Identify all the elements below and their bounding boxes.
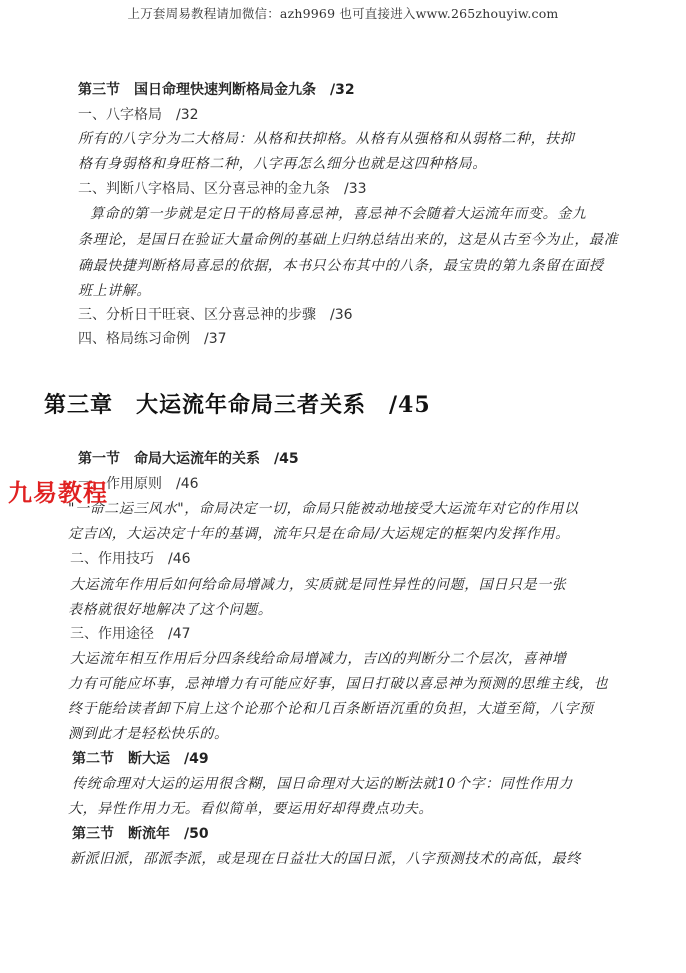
chapter-title: 第三章 大运流年命局三者关系 /45 (44, 392, 431, 418)
line-19: 三、作用途径 /47 (70, 626, 191, 642)
line-8: 班上讲解。 (78, 283, 151, 299)
line-25: 传统命理对大运的运用很含糊，国日命理对大运的断法就10个字：同性作用力 (72, 776, 573, 792)
line-22: 终于能给读者卸下肩上这个论那个论和几百条断语沉重的负担，大道至简，八字预 (68, 701, 594, 717)
line-21: 力有可能应坏事，忌神增力有可能应好事，国日打破以喜忌神为预测的思维主线，也 (68, 676, 609, 692)
line-4: 二、判断八字格局、区分喜忌神的金九条 /33 (78, 181, 367, 197)
line-9: 三、分析日干旺衰、区分喜忌神的步骤 /36 (78, 307, 353, 323)
line-28: 新派旧派，邵派李派，或是现在日益壮大的国日派，八字预测技术的高低，最终 (70, 851, 581, 867)
line-5: 算命的第一步就是定日干的格局喜忌神，喜忌神不会随着大运流年而变。金九 (90, 206, 587, 222)
site-header-banner: 上万套周易教程请加微信：azh9969 也可直接进入www.265zhouyiw.com (127, 6, 559, 21)
line-13: 一、作用原则 /46 (78, 476, 199, 492)
line-7: 确最快捷判断格局喜忌的依据，本书只公布其中的八条，最宝贵的第九条留在面授 (78, 258, 604, 274)
line-0: 第三节 国日命理快速判断格局金九条 /32 (78, 82, 355, 98)
line-1: 一、八字格局 /32 (78, 107, 199, 123)
line-24: 第二节 断大运 /49 (72, 751, 209, 767)
line-18: 表格就很好地解决了这个问题。 (68, 602, 273, 618)
line-6: 条理论，是国日在验证大量命例的基础上归纳总结出来的，这是从古至今为止，最准 (78, 232, 619, 248)
line-17: 大运流年作用后如何给命局增减力，实质就是同性异性的问题，国日只是一张 (70, 577, 567, 593)
line-12: 第一节 命局大运流年的关系 /45 (78, 451, 299, 467)
line-23: 测到此才是轻松快乐的。 (68, 726, 229, 742)
line-2: 所有的八字分为二大格局：从格和扶抑格。从格有从强格和从弱格二种，扶抑 (78, 131, 575, 147)
line-14: "一命二运三风水"，命局决定一切，命局只能被动地接受大运流年对它的作用以 (68, 501, 579, 517)
line-16: 二、作用技巧 /46 (70, 551, 191, 567)
line-26: 大，异性作用力无。看似简单，要运用好却得费点功夫。 (68, 801, 433, 817)
line-20: 大运流年相互作用后分四条线给命局增减力，吉凶的判断分二个层次，喜神增 (70, 651, 567, 667)
line-3: 格有身弱格和身旺格二种，八字再怎么细分也就是这四种格局。 (78, 156, 487, 172)
red-watermark-logo: 九易教程 (8, 479, 108, 507)
line-15: 定吉凶，大运决定十年的基调，流年只是在命局/大运规定的框架内发挥作用。 (68, 526, 570, 542)
line-10: 四、格局练习命例 /37 (78, 331, 227, 347)
line-27: 第三节 断流年 /50 (72, 826, 209, 842)
